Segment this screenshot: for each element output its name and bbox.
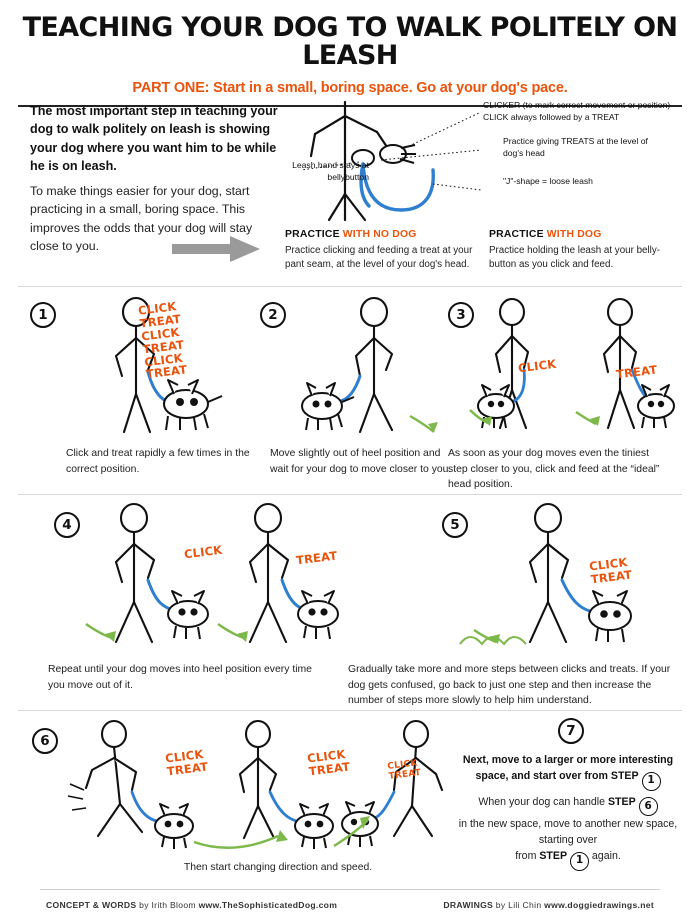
row-divider-1 — [18, 286, 682, 287]
step-1-shout: CLICK TREAT CLICK TREAT CLICK TREAT — [137, 299, 188, 382]
step-4 — [54, 512, 80, 538]
step-7-line4-a: from — [515, 850, 540, 863]
subtitle-rest: Start in a small, boring space. Go at your dog's pace. — [209, 79, 568, 96]
step-7-line4-b: STEP — [539, 850, 568, 863]
footer-right-label: DRAWINGS — [443, 900, 494, 910]
page-title: TEACHING YOUR DOG TO WALK POLITELY ON LEASH — [22, 12, 678, 72]
step-6-shout-b: CLICK TREAT — [306, 746, 351, 779]
practice-with-dog — [489, 229, 677, 272]
step-7-line4-c: again. — [588, 850, 621, 863]
step-7-line2-b: STEP — [607, 795, 636, 808]
footer-right — [443, 900, 654, 910]
row-divider-3 — [18, 710, 682, 711]
practice-no-dog-heading-hl: WITH NO DOG — [342, 229, 417, 240]
practice-row — [285, 229, 685, 272]
intro-lead: The most important step in teaching your dog to walk politely on leash is showing your dog where you want him to be while he is on leash. — [30, 104, 278, 173]
practice-no-dog-heading — [285, 229, 473, 240]
step-7-number: 7 — [558, 718, 584, 744]
practice-with-dog-text: Practice holding the leash at your belly-button as you click and feed. — [489, 245, 660, 271]
step-4-illustration — [86, 502, 342, 654]
row-divider-2 — [18, 494, 682, 495]
steps-row-1 — [18, 294, 682, 494]
subtitle-part-label: PART ONE: — [132, 79, 210, 96]
step-6-caption: Then start changing direction and speed. — [183, 862, 373, 873]
top-illustration — [285, 98, 683, 228]
footer — [0, 900, 700, 910]
intro-block — [30, 102, 278, 256]
poster — [0, 14, 700, 920]
step-7-line1-text: Next, move to a larger or more interesting space, and start over from STEP — [462, 754, 674, 783]
step-4-caption: Repeat until your dog moves into heel position every time you move out of it. — [48, 664, 312, 691]
step-7-ref-step1: 1 — [642, 772, 661, 791]
step-2-caption: Move slightly out of heel position and wait for your dog to move closer to you. — [270, 448, 452, 475]
step-4-shout-treat: TREAT — [295, 548, 339, 568]
callout-clicker: CLICKER (to mark correct movement or position) CLICK always followed by a TREAT — [483, 100, 671, 122]
callout-treats: Practice giving TREATS at the level of dog's head — [503, 136, 648, 158]
footer-left-label: CONCEPT & WORDS — [46, 900, 137, 910]
steps-row-2 — [18, 502, 682, 710]
step-1-number: 1 — [30, 302, 56, 328]
step-2 — [260, 302, 286, 328]
step-3-shout-treat: TREAT — [615, 362, 659, 382]
step-6-illustration — [64, 718, 464, 850]
footer-left-author: by Irith Bloom — [136, 900, 199, 910]
step-2-number: 2 — [260, 302, 286, 328]
practice-with-dog-heading-hl: WITH DOG — [546, 229, 602, 240]
step-1 — [30, 302, 56, 328]
step-4-shout-click: CLICK — [183, 542, 224, 562]
practice-no-dog-text: Practice clicking and feeding a treat at your pant seam, at the level of your dog's head. — [285, 245, 473, 271]
step-5-caption: Gradually take more and more steps between clicks and treats. If your dog gets confused, go back to just one step and then increase the number of steps more slowly to help him understand. — [348, 664, 671, 707]
step-6 — [32, 728, 58, 754]
step-7-text — [458, 752, 678, 871]
step-5-number: 5 — [442, 512, 468, 538]
step-7-ref-step6: 6 — [639, 797, 658, 816]
footer-left — [46, 900, 337, 910]
step-2-illustration — [298, 298, 458, 438]
callout-leash-hand: Leash hand stays at bellybutton — [292, 160, 369, 182]
footer-right-url[interactable]: www.doggiedrawings.net — [544, 900, 654, 910]
gray-arrow-icon — [172, 236, 262, 262]
step-7 — [558, 718, 584, 744]
step-6-number: 6 — [32, 728, 58, 754]
practice-no-dog-heading-plain: PRACTICE — [285, 229, 343, 240]
step-7-line3: in the new space, move to another new space, starting over — [458, 818, 678, 847]
practice-no-dog — [285, 229, 473, 272]
step-4-number: 4 — [54, 512, 80, 538]
steps-row-3 — [18, 718, 682, 898]
step-7-line1 — [458, 752, 678, 791]
footer-left-url[interactable]: www.TheSophisticatedDog.com — [198, 900, 338, 910]
step-6-shout-a: CLICK TREAT — [164, 746, 209, 779]
page-subtitle — [18, 80, 682, 96]
footer-right-author: by Lili Chin — [493, 900, 545, 910]
step-5 — [442, 512, 468, 538]
step-7-ref-step1b: 1 — [570, 852, 589, 871]
footer-divider — [40, 889, 660, 890]
step-6-shout-c: CLICK TREAT — [386, 758, 422, 782]
step-7-line2-a: When your dog can handle — [478, 795, 608, 808]
step-3-shout-click: CLICK — [517, 356, 558, 376]
step-1-caption: Click and treat rapidly a few times in the correct position. — [66, 448, 250, 475]
step-3-number: 3 — [448, 302, 474, 328]
practice-with-dog-heading-plain: PRACTICE — [489, 229, 547, 240]
step-5-illustration — [474, 502, 684, 654]
step-7-line4 — [458, 848, 678, 870]
practice-with-dog-heading — [489, 229, 677, 240]
step-7-line2 — [458, 794, 678, 816]
step-5-shout: CLICK TREAT — [588, 554, 633, 587]
intro-body: To make things easier for your dog, start practicing in a small, boring space. This improves the odds that your dog will stay close to you. — [30, 184, 253, 254]
callout-jshape: "J"-shape = loose leash — [503, 176, 593, 186]
step-3-caption: As soon as your dog moves even the tiniest step closer to you, click and feed at the “ideal” head position. — [448, 448, 660, 491]
